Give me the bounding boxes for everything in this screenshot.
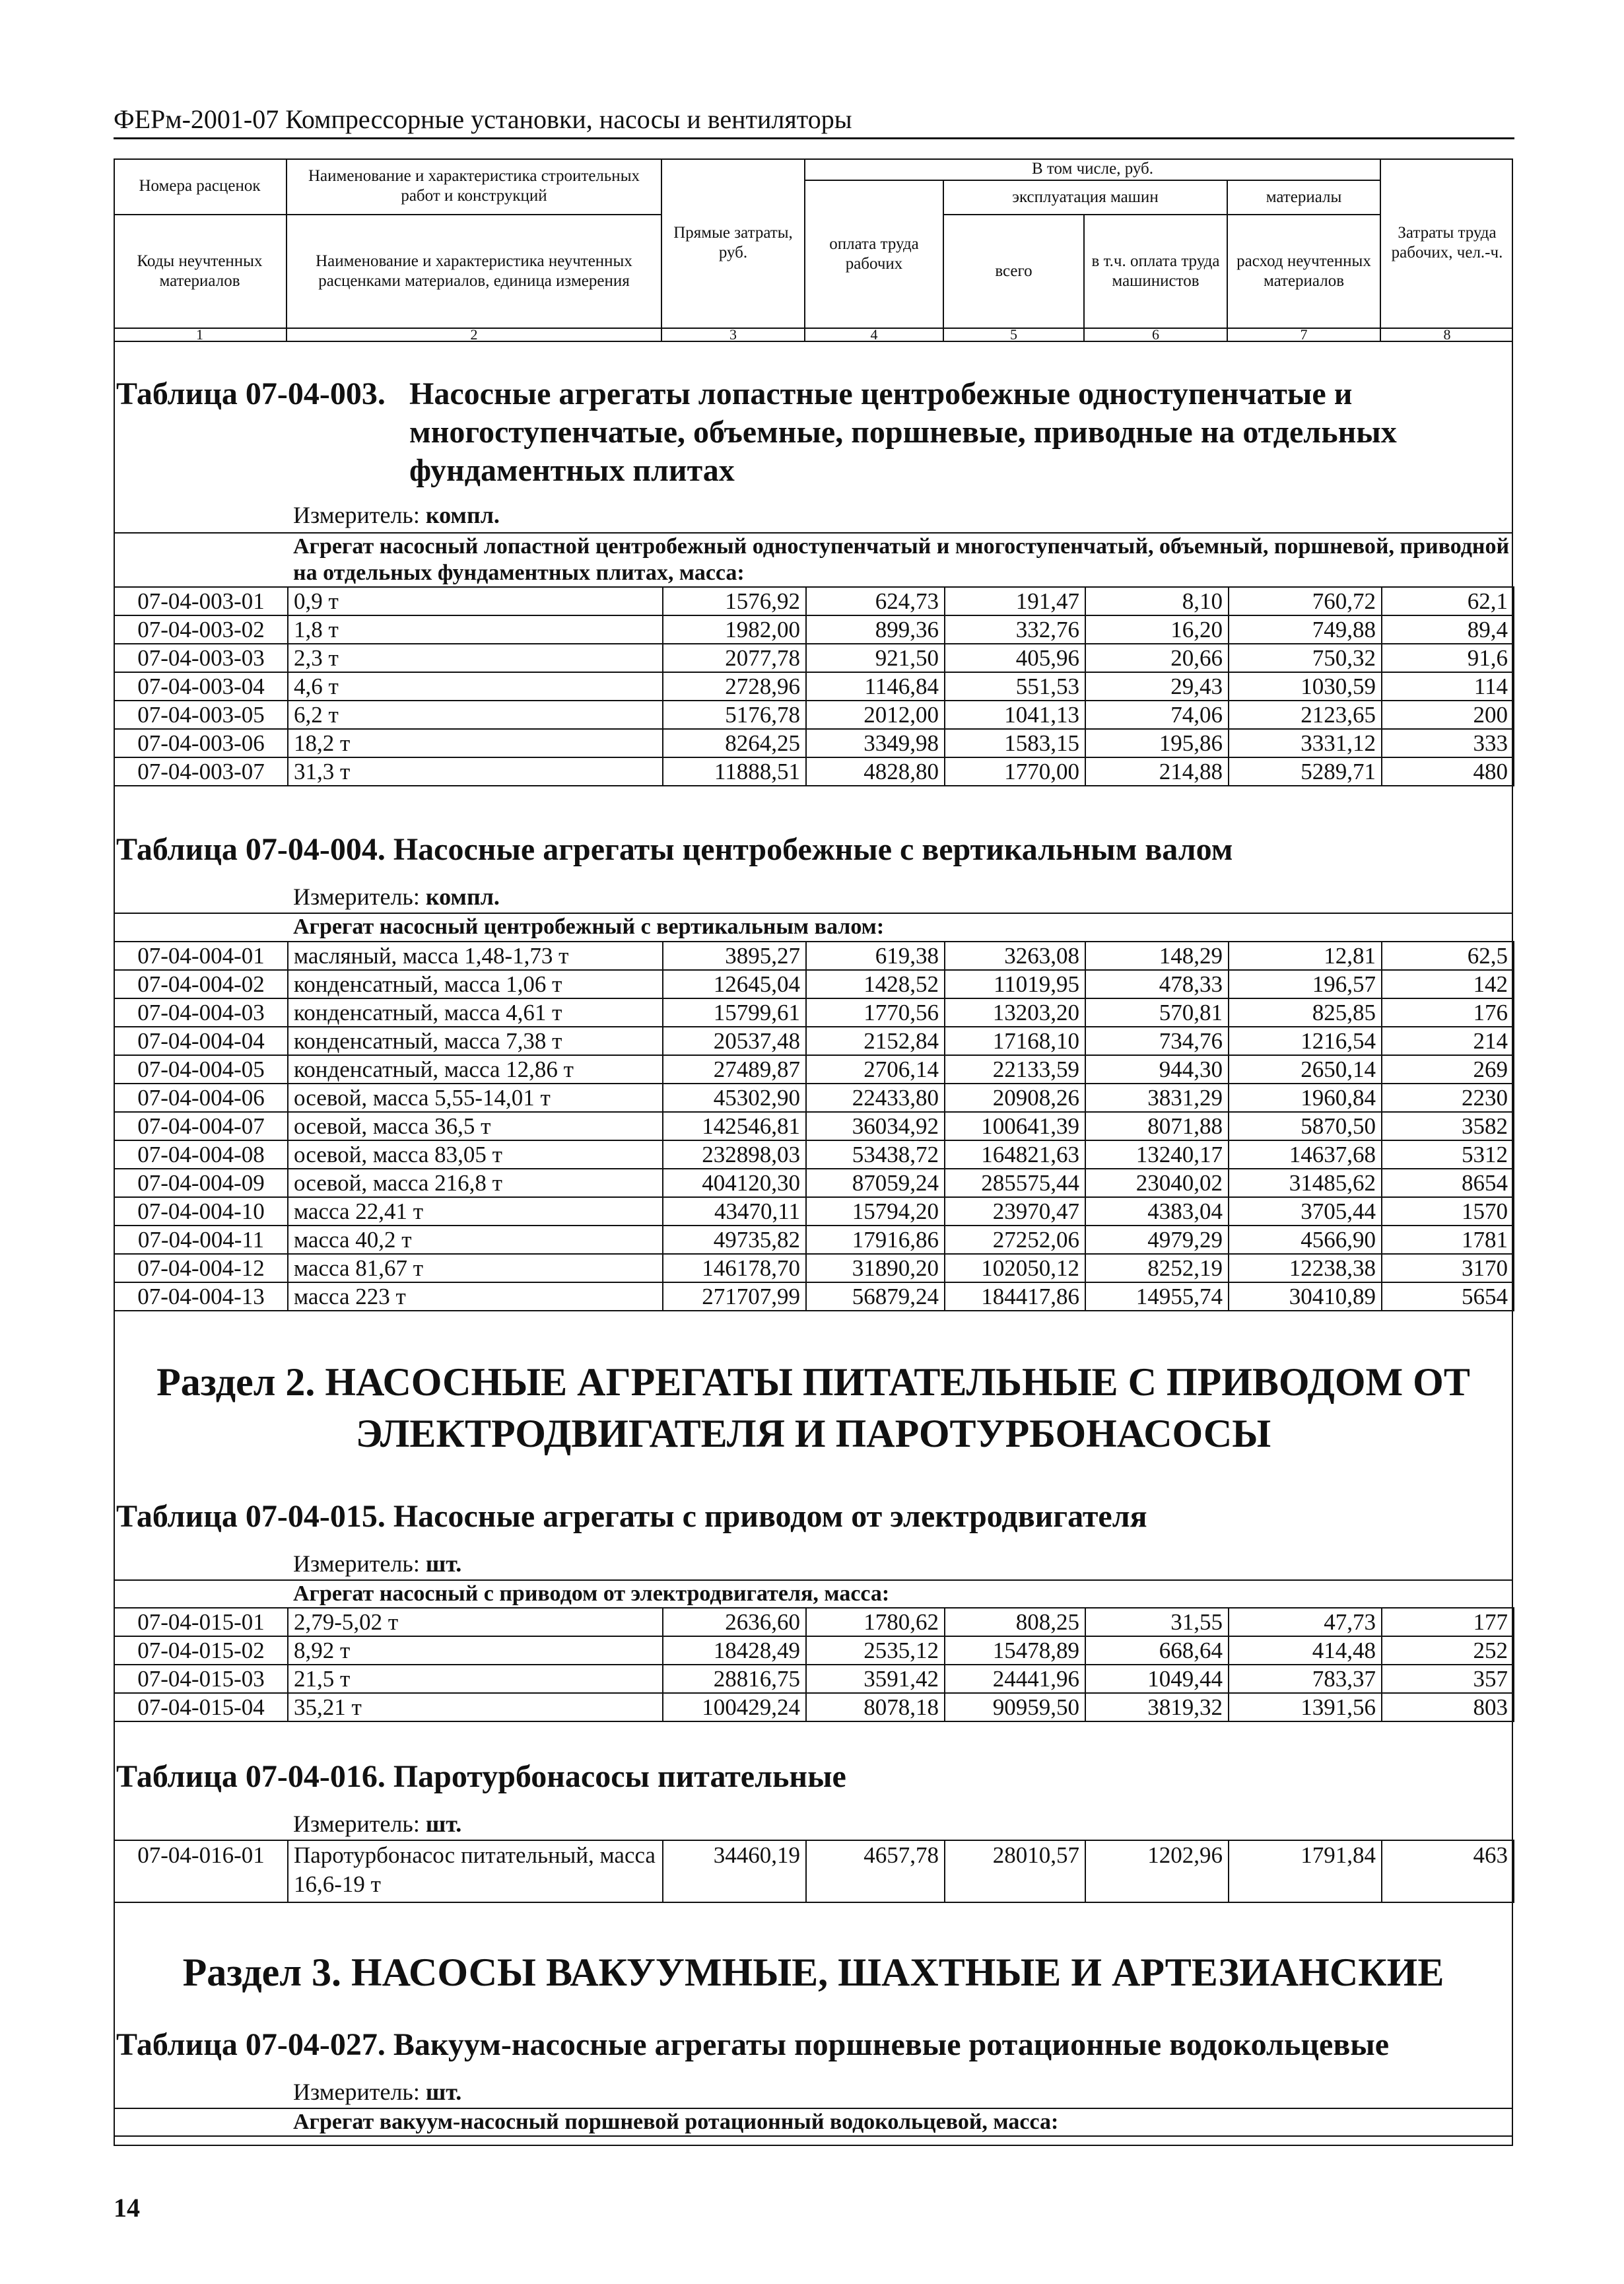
value-cell: 1770,00 [945,757,1085,786]
value-cell: 1982,00 [663,615,806,644]
table-027-measure [293,2079,461,2105]
table-row [114,615,1514,644]
table-004-title [116,831,1509,869]
value-cell: 8252,19 [1085,1254,1229,1282]
section-3-heading: Раздел 3. НАСОСЫ ВАКУУМНЫЕ, ШАХТНЫЕ И АРТЕЗИАНСКИЕ [182,1951,1444,1994]
value-cell: 15478,89 [945,1636,1085,1665]
value-cell: 232898,03 [663,1140,806,1169]
value-cell: 332,76 [945,615,1085,644]
value-cell: 1391,56 [1229,1693,1382,1721]
col-num-7: 7 [1228,329,1381,342]
value-cell: 3831,29 [1085,1084,1229,1112]
value-cell: 8,10 [1085,587,1229,615]
measure-label: Измеритель: [293,502,420,528]
value-cell: 100641,39 [945,1112,1085,1140]
rate-code-cell: 07-04-004-01 [114,942,288,970]
value-cell: 20537,48 [663,1027,806,1055]
value-cell: 333 [1382,729,1514,757]
value-cell: 2230 [1382,1084,1514,1112]
value-cell: 56879,24 [806,1282,945,1311]
table-027-group-row: Агрегат вакуум-насосный поршневой ротационный водокольцевой, масса: [114,2108,1513,2137]
rate-code-cell: 07-04-004-13 [114,1282,288,1311]
description-cell: осевой, масса 83,05 т [288,1140,663,1169]
value-cell: 23040,02 [1085,1169,1229,1197]
value-cell: 3263,08 [945,942,1085,970]
value-cell: 16,20 [1085,615,1229,644]
value-cell: 11019,95 [945,970,1085,998]
rate-code-cell: 07-04-003-05 [114,701,288,729]
rate-code-cell: 07-04-015-02 [114,1636,288,1665]
rate-code-cell: 07-04-016-01 [114,1840,288,1902]
measure-unit: шт. [425,1550,462,1577]
value-cell: 214,88 [1085,757,1229,786]
col2-bottom-label: Наименование и характеристика неучтенных расценками материалов, единица измерения [287,215,662,329]
description-cell: масса 81,67 т [288,1254,663,1282]
rate-code-cell: 07-04-004-09 [114,1169,288,1197]
measure-unit: шт. [425,1811,462,1837]
table-015-name: Насосные агрегаты с приводом от электродвигателя [393,1499,1147,1534]
value-cell: 2535,12 [806,1636,945,1665]
table-row [114,1169,1514,1197]
table-015-rows [114,1607,1514,1722]
value-cell: 13240,17 [1085,1140,1229,1169]
value-cell: 91,6 [1382,644,1514,672]
table-row [114,1608,1514,1636]
col-num-6: 6 [1085,329,1228,342]
value-cell: 760,72 [1229,587,1382,615]
table-016-rows [114,1840,1514,1903]
rate-code-cell: 07-04-003-03 [114,644,288,672]
rate-code-cell: 07-04-015-04 [114,1693,288,1721]
value-cell: 2650,14 [1229,1055,1382,1084]
value-cell: 4383,04 [1085,1197,1229,1226]
col5-label: всего [944,215,1085,329]
description-cell: масса 40,2 т [288,1226,663,1254]
description-cell: осевой, масса 5,55-14,01 т [288,1084,663,1112]
rate-code-cell: 07-04-003-02 [114,615,288,644]
value-cell: 2728,96 [663,672,806,701]
value-cell: 463 [1382,1840,1514,1902]
value-cell: 17168,10 [945,1027,1085,1055]
value-cell: 100429,24 [663,1693,806,1721]
rate-code-cell: 07-04-004-07 [114,1112,288,1140]
value-cell: 825,85 [1229,998,1382,1027]
value-cell: 3591,42 [806,1665,945,1693]
value-cell: 164821,63 [945,1140,1085,1169]
value-cell: 783,37 [1229,1665,1382,1693]
value-cell: 480 [1382,757,1514,786]
value-cell: 285575,44 [945,1169,1085,1197]
table-004-measure [293,883,500,910]
value-cell: 27252,06 [945,1226,1085,1254]
value-cell: 12645,04 [663,970,806,998]
table-015-number: Таблица 07-04-015. [116,1499,386,1534]
column-header [114,158,1513,342]
value-cell: 22133,59 [945,1055,1085,1084]
value-cell: 31890,20 [806,1254,945,1282]
description-cell: масса 22,41 т [288,1197,663,1226]
materials-label: материалы [1228,181,1381,215]
value-cell: 184417,86 [945,1282,1085,1311]
table-row [114,1840,1514,1902]
table-015-group-row: Агрегат насосный с приводом от электродвигателя, масса: [114,1579,1513,1607]
table-027-number: Таблица 07-04-027. [116,2027,386,2062]
value-cell: 4566,90 [1229,1226,1382,1254]
value-cell: 252 [1382,1636,1514,1665]
value-cell: 14637,68 [1229,1140,1382,1169]
rate-code-cell: 07-04-004-12 [114,1254,288,1282]
table-row [114,701,1514,729]
value-cell: 803 [1382,1693,1514,1721]
rate-code-cell: 07-04-004-02 [114,970,288,998]
rate-code-cell: 07-04-015-01 [114,1608,288,1636]
rate-code-cell: 07-04-004-08 [114,1140,288,1169]
value-cell: 3582 [1382,1112,1514,1140]
value-cell: 899,36 [806,615,945,644]
description-cell: 1,8 т [288,615,663,644]
col1-top-label: Номера расценок [114,158,287,215]
description-cell: 18,2 т [288,729,663,757]
value-cell: 146178,70 [663,1254,806,1282]
table-004-name: Насосные агрегаты центробежные с вертикальным валом [393,832,1233,867]
value-cell: 28010,57 [945,1840,1085,1902]
rate-code-cell: 07-04-004-04 [114,1027,288,1055]
table-row [114,729,1514,757]
value-cell: 12238,38 [1229,1254,1382,1282]
value-cell: 414,48 [1229,1636,1382,1665]
table-016-number: Таблица 07-04-016. [116,1759,386,1794]
value-cell: 5870,50 [1229,1112,1382,1140]
value-cell: 142546,81 [663,1112,806,1140]
rate-code-cell: 07-04-004-11 [114,1226,288,1254]
value-cell: 668,64 [1085,1636,1229,1665]
value-cell: 5312 [1382,1140,1514,1169]
value-cell: 734,76 [1085,1027,1229,1055]
table-row [114,1140,1514,1169]
value-cell: 5176,78 [663,701,806,729]
value-cell: 114 [1382,672,1514,701]
rate-code-cell: 07-04-004-06 [114,1084,288,1112]
table-015-title [116,1498,1509,1536]
rate-code-cell: 07-04-004-10 [114,1197,288,1226]
value-cell: 357 [1382,1665,1514,1693]
value-cell: 87059,24 [806,1169,945,1197]
value-cell: 3895,27 [663,942,806,970]
description-cell: 8,92 т [288,1636,663,1665]
section-2-heading: Раздел 2. НАСОСНЫЕ АГРЕГАТЫ ПИТАТЕЛЬНЫЕ С ПРИВОДОМ ОТ ЭЛЕКТРОДВИГАТЕЛЯ И ПАРОТУРБОНАСОСЫ [156,1360,1470,1455]
table-003-rows [114,586,1514,786]
value-cell: 13203,20 [945,998,1085,1027]
table-003-title [116,375,1509,488]
description-cell: конденсатный, масса 12,86 т [288,1055,663,1084]
value-cell: 3349,98 [806,729,945,757]
value-cell: 31,55 [1085,1608,1229,1636]
value-cell: 1428,52 [806,970,945,998]
value-cell: 17916,86 [806,1226,945,1254]
value-cell: 195,86 [1085,729,1229,757]
value-cell: 570,81 [1085,998,1229,1027]
col4-label: оплата труда рабочих [805,181,944,329]
description-cell: масляный, масса 1,48-1,73 т [288,942,663,970]
rate-code-cell: 07-04-003-07 [114,757,288,786]
machines-label: эксплуатация машин [944,181,1228,215]
value-cell: 89,4 [1382,615,1514,644]
value-cell: 8264,25 [663,729,806,757]
col7-label: расход неучтенных материалов [1228,215,1381,329]
value-cell: 1781 [1382,1226,1514,1254]
measure-label: Измеритель: [293,1550,420,1577]
value-cell: 2636,60 [663,1608,806,1636]
value-cell: 24441,96 [945,1665,1085,1693]
table-003-measure [293,502,500,528]
value-cell: 36034,92 [806,1112,945,1140]
value-cell: 404120,30 [663,1169,806,1197]
value-cell: 102050,12 [945,1254,1085,1282]
value-cell: 47,73 [1229,1608,1382,1636]
value-cell: 23970,47 [945,1197,1085,1226]
measure-label: Измеритель: [293,1811,420,1837]
table-015-measure [293,1550,461,1577]
table-row [114,970,1514,998]
value-cell: 1780,62 [806,1608,945,1636]
value-cell: 18428,49 [663,1636,806,1665]
table-016-measure [293,1811,461,1837]
table-row [114,1112,1514,1140]
value-cell: 2123,65 [1229,701,1382,729]
table-row [114,1197,1514,1226]
rate-code-cell: 07-04-015-03 [114,1665,288,1693]
value-cell: 29,43 [1085,672,1229,701]
col6-label: в т.ч. оплата труда машинистов [1085,215,1228,329]
value-cell: 62,1 [1382,587,1514,615]
table-003-group-row: Агрегат насосный лопастной центробежный одноступенчатый и многоступенчатый, объемный, поршневой, приводной на отдельных фундаментных плитах, масса: [114,532,1513,586]
table-row [114,644,1514,672]
measure-unit: шт. [425,2079,462,2105]
value-cell: 4828,80 [806,757,945,786]
col1-bottom-label: Коды неучтенных материалов [114,215,287,329]
value-cell: 43470,11 [663,1197,806,1226]
value-cell: 177 [1382,1608,1514,1636]
table-row [114,1055,1514,1084]
value-cell: 3331,12 [1229,729,1382,757]
value-cell: 20,66 [1085,644,1229,672]
value-cell: 3819,32 [1085,1693,1229,1721]
value-cell: 1216,54 [1229,1027,1382,1055]
description-cell: Паротурбонасос питательный, масса 16,6-19 т [288,1840,663,1902]
value-cell: 808,25 [945,1608,1085,1636]
measure-unit: компл. [425,502,500,528]
value-cell: 1576,92 [663,587,806,615]
value-cell: 11888,51 [663,757,806,786]
document-header: ФЕРм-2001-07 Компрессорные установки, насосы и вентиляторы [114,104,1514,139]
table-row [114,1084,1514,1112]
value-cell: 749,88 [1229,615,1382,644]
value-cell: 62,5 [1382,942,1514,970]
value-cell: 624,73 [806,587,945,615]
table-row [114,1027,1514,1055]
table-004-group-row: Агрегат насосный центробежный с вертикальным валом: [114,913,1513,940]
value-cell: 2077,78 [663,644,806,672]
rate-code-cell: 07-04-003-01 [114,587,288,615]
value-cell: 2012,00 [806,701,945,729]
value-cell: 5654 [1382,1282,1514,1311]
table-row [114,757,1514,786]
description-cell: 6,2 т [288,701,663,729]
value-cell: 30410,89 [1229,1282,1382,1311]
col2-top-label: Наименование и характеристика строительных работ и конструкций [287,158,662,215]
value-cell: 34460,19 [663,1840,806,1902]
col-num-4: 4 [805,329,944,342]
table-row [114,1693,1514,1721]
table-row [114,998,1514,1027]
value-cell: 405,96 [945,644,1085,672]
measure-label: Измеритель: [293,2079,420,2105]
table-004-number: Таблица 07-04-004. [116,832,386,867]
value-cell: 20908,26 [945,1084,1085,1112]
table-003-number: Таблица 07-04-003. [116,376,386,411]
value-cell: 5289,71 [1229,757,1382,786]
value-cell: 12,81 [1229,942,1382,970]
value-cell: 8078,18 [806,1693,945,1721]
value-cell: 8654 [1382,1169,1514,1197]
table-003-name: Насосные агрегаты лопастные центробежные одноступенчатые и многоступенчатые, объемные, поршневые, приводные на отдельных фундаментных плитах [409,376,1397,488]
value-cell: 14955,74 [1085,1282,1229,1311]
col3-label: Прямые затраты, руб. [662,158,805,329]
table-016-name: Паротурбонасосы питательные [393,1759,846,1794]
value-cell: 191,47 [945,587,1085,615]
value-cell: 74,06 [1085,701,1229,729]
col-num-2: 2 [287,329,662,342]
col-num-8: 8 [1381,329,1513,342]
value-cell: 1770,56 [806,998,945,1027]
value-cell: 142 [1382,970,1514,998]
table-027-title [116,2026,1509,2064]
value-cell: 22433,80 [806,1084,945,1112]
value-cell: 1960,84 [1229,1084,1382,1112]
description-cell: 21,5 т [288,1665,663,1693]
value-cell: 31485,62 [1229,1169,1382,1197]
value-cell: 196,57 [1229,970,1382,998]
value-cell: 200 [1382,701,1514,729]
value-cell: 45302,90 [663,1084,806,1112]
value-cell: 921,50 [806,644,945,672]
description-cell: конденсатный, масса 7,38 т [288,1027,663,1055]
value-cell: 15799,61 [663,998,806,1027]
table-row [114,942,1514,970]
value-cell: 1030,59 [1229,672,1382,701]
description-cell: конденсатный, масса 4,61 т [288,998,663,1027]
table-row [114,1282,1514,1311]
value-cell: 8071,88 [1085,1112,1229,1140]
value-cell: 551,53 [945,672,1085,701]
value-cell: 478,33 [1085,970,1229,998]
value-cell: 2152,84 [806,1027,945,1055]
table-004-rows [114,941,1514,1311]
table-row [114,1665,1514,1693]
description-cell: масса 223 т [288,1282,663,1311]
value-cell: 1049,44 [1085,1665,1229,1693]
rate-code-cell: 07-04-003-04 [114,672,288,701]
measure-unit: компл. [425,883,500,910]
description-cell: 2,3 т [288,644,663,672]
value-cell: 3170 [1382,1254,1514,1282]
value-cell: 750,32 [1229,644,1382,672]
value-cell: 1146,84 [806,672,945,701]
value-cell: 4657,78 [806,1840,945,1902]
page-number: 14 [114,2193,140,2223]
table-027-name: Вакуум-насосные агрегаты поршневые ротационные водокольцевые [393,2027,1390,2062]
table-row [114,1636,1514,1665]
description-cell: 0,9 т [288,587,663,615]
col-num-3: 3 [662,329,805,342]
value-cell: 28816,75 [663,1665,806,1693]
table-row [114,1226,1514,1254]
value-cell: 1202,96 [1085,1840,1229,1902]
description-cell: конденсатный, масса 1,06 т [288,970,663,998]
rate-code-cell: 07-04-004-03 [114,998,288,1027]
incl-label: В том числе, руб. [805,158,1381,181]
value-cell: 176 [1382,998,1514,1027]
value-cell: 53438,72 [806,1140,945,1169]
value-cell: 90959,50 [945,1693,1085,1721]
table-row [114,672,1514,701]
value-cell: 148,29 [1085,942,1229,970]
value-cell: 619,38 [806,942,945,970]
description-cell: 2,79-5,02 т [288,1608,663,1636]
rate-code-cell: 07-04-003-06 [114,729,288,757]
value-cell: 1570 [1382,1197,1514,1226]
col-num-1: 1 [114,329,287,342]
table-016-title [116,1758,1509,1796]
value-cell: 27489,87 [663,1055,806,1084]
value-cell: 1041,13 [945,701,1085,729]
value-cell: 3705,44 [1229,1197,1382,1226]
value-cell: 4979,29 [1085,1226,1229,1254]
table-row [114,1254,1514,1282]
value-cell: 1583,15 [945,729,1085,757]
description-cell: 4,6 т [288,672,663,701]
description-cell: осевой, масса 216,8 т [288,1169,663,1197]
description-cell: 35,21 т [288,1693,663,1721]
measure-label: Измеритель: [293,883,420,910]
value-cell: 271707,99 [663,1282,806,1311]
value-cell: 944,30 [1085,1055,1229,1084]
rate-code-cell: 07-04-004-05 [114,1055,288,1084]
col-num-5: 5 [944,329,1085,342]
table-row [114,587,1514,615]
value-cell: 15794,20 [806,1197,945,1226]
description-cell: осевой, масса 36,5 т [288,1112,663,1140]
value-cell: 1791,84 [1229,1840,1382,1902]
value-cell: 2706,14 [806,1055,945,1084]
col8-label: Затраты труда рабочих, чел.-ч. [1381,158,1513,329]
value-cell: 214 [1382,1027,1514,1055]
value-cell: 49735,82 [663,1226,806,1254]
description-cell: 31,3 т [288,757,663,786]
value-cell: 269 [1382,1055,1514,1084]
